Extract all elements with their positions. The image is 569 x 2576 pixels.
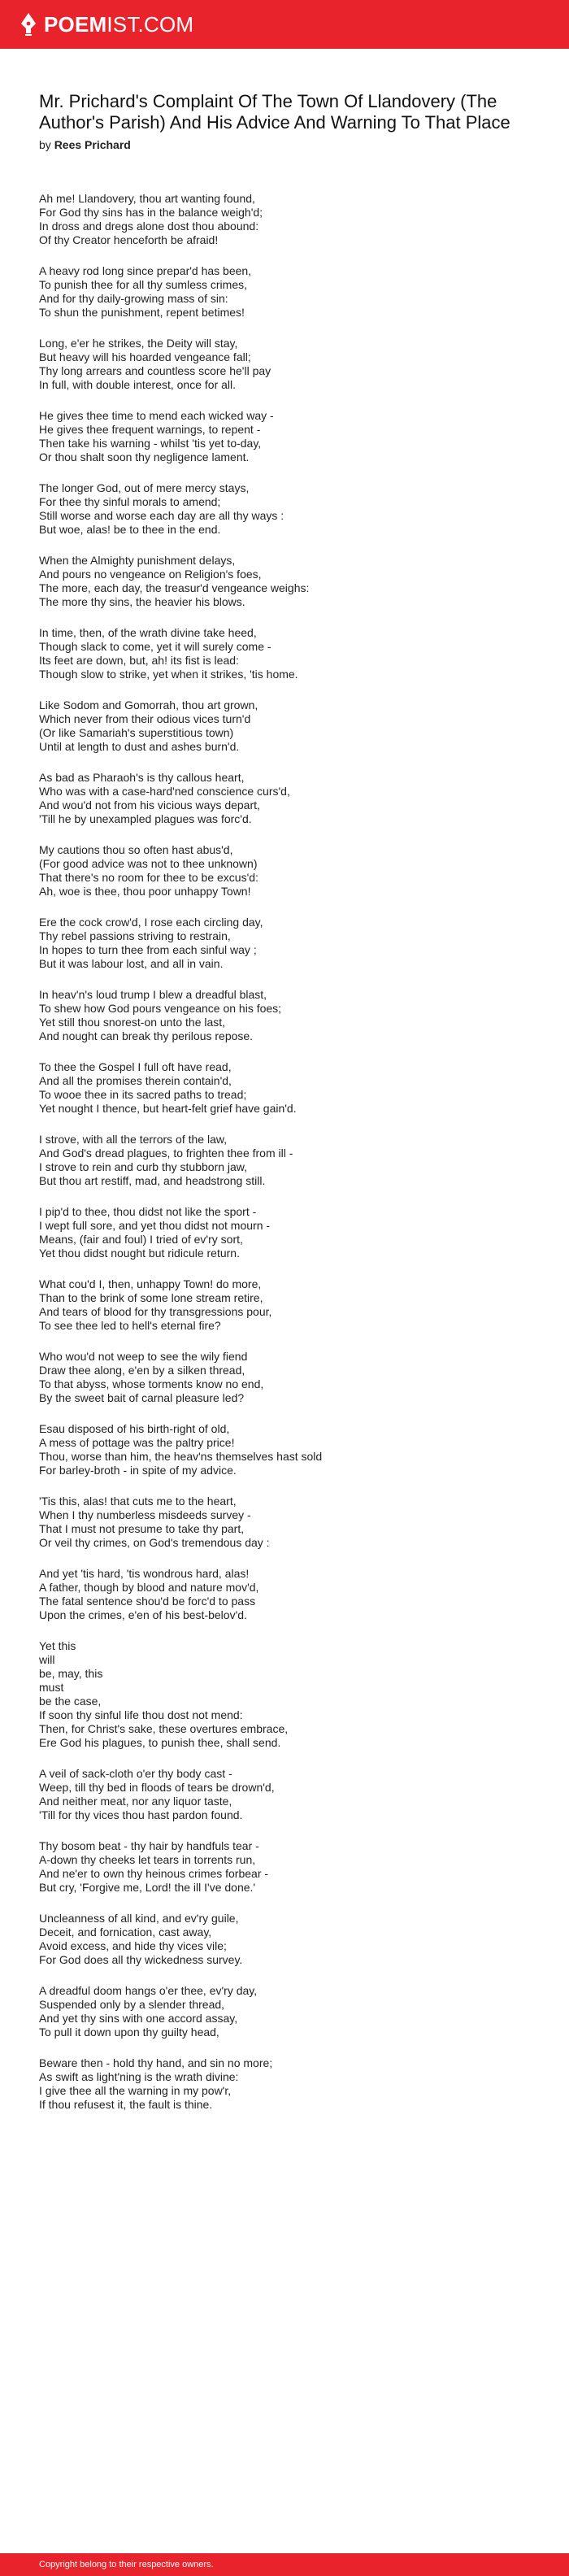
poem-line: Ere God his plagues, to punish thee, shall send. (39, 1736, 281, 1749)
poem-line: But heavy will his hoarded vengeance fall; (39, 350, 251, 363)
poem-line: Draw thee along, e'en by a silken thread, (39, 1364, 245, 1377)
poem-body (39, 192, 530, 2540)
poem-line: I give thee all the warning in my pow'r, (39, 2084, 232, 2097)
stanza (39, 1133, 530, 1188)
poem-line: A father, though by blood and nature mov'd, (39, 1581, 259, 1594)
poem-line: As swift as light'ning is the wrath divine: (39, 2070, 239, 2083)
poem-line: What cou'd I, then, unhappy Town! do more, (39, 1277, 262, 1290)
poem-line: If soon thy sinful life thou dost not mend: (39, 1708, 243, 1721)
stanza (39, 1060, 530, 1116)
poem-line: To see thee led to hell's eternal fire? (39, 1319, 221, 1332)
poem-line: To wooe thee in its sacred paths to tread; (39, 1088, 247, 1101)
stanza (39, 1984, 530, 2039)
poem-line: For barley-broth - in spite of my advice. (39, 1464, 237, 1477)
stanza (39, 264, 530, 320)
poem-line: But cry, 'Forgive me, Lord! the ill I've done.' (39, 1881, 256, 1894)
stanza (39, 1839, 530, 1895)
poem-line: But thou art restiff, mad, and headstrong still. (39, 1174, 266, 1187)
poem-line: In heav'n's loud trump I blew a dreadful blast, (39, 988, 267, 1001)
poem-line: be the case, (39, 1695, 102, 1708)
author-link[interactable]: Rees Prichard (54, 138, 131, 151)
poem-line: I strove, with all the terrors of the law, (39, 1133, 228, 1146)
poem-line: A heavy rod long since prepar'd has been, (39, 264, 252, 277)
poem-line: And yet 'tis hard, 'tis wondrous hard, alas! (39, 1567, 250, 1580)
stanza (39, 409, 530, 464)
stanza (39, 988, 530, 1043)
poem-line: The fatal sentence shou'd be forc'd to pass (39, 1595, 256, 1608)
poem-line: Avoid excess, and hide thy vices vile; (39, 1939, 227, 1952)
poem-line: Suspended only by a slender thread, (39, 1998, 225, 2011)
stanza (39, 1277, 530, 1333)
poem-line: Upon the crimes, e'en of his best-belov'd. (39, 1608, 247, 1621)
poem-line: Or veil thy crimes, on God's tremendous day : (39, 1536, 270, 1549)
stanza (39, 771, 530, 826)
poem-line: And pours no vengeance on Religion's foes, (39, 568, 262, 581)
poem-line: will (39, 1653, 55, 1666)
site-header (0, 0, 569, 49)
poem-line: Or thou shalt soon thy negligence lament. (39, 450, 250, 463)
logo-bold-text: POEM (44, 11, 107, 37)
poem-line: (For good advice was not to thee unknown) (39, 857, 258, 870)
poem-line: And neither meat, nor any liquor taste, (39, 1795, 232, 1808)
poem-line: As bad as Pharaoh's is thy callous heart, (39, 771, 245, 784)
byline (39, 138, 530, 151)
poem-container (0, 49, 569, 2540)
poem-line: To shun the punishment, repent betimes! (39, 306, 245, 319)
poem-line: 'Till he by unexampled plagues was forc'd. (39, 812, 252, 825)
poem-line: Esau disposed of his birth-right of old, (39, 1422, 230, 1435)
poem-line: Thy rebel passions striving to restrain, (39, 929, 231, 942)
poem-line: Uncleanness of all kind, and ev'ry guile, (39, 1912, 239, 1925)
poem-line: A-down thy cheeks let tears in torrents run, (39, 1853, 256, 1866)
poem-line: Yet still thou snorest-on unto the last, (39, 1016, 226, 1029)
poem-line: be, may, this (39, 1667, 103, 1680)
stanza (39, 626, 530, 681)
poem-line: In hopes to turn thee from each sinful way ; (39, 943, 257, 956)
poem-line: That there's no room for thee to be excus'd: (39, 871, 258, 884)
poem-line: To that abyss, whose torments know no end, (39, 1377, 264, 1390)
poem-line: Than to the brink of some lone stream retire, (39, 1291, 263, 1304)
poem-line: And tears of blood for thy transgressions pour, (39, 1305, 272, 1318)
poem-line: That I must not presume to take thy part, (39, 1522, 245, 1535)
poem-line: And God's dread plagues, to frighten thee from ill - (39, 1147, 293, 1160)
poem-line: Who was with a case-hard'ned conscience curs'd, (39, 785, 290, 798)
poem-line: For God does all thy wickedness survey. (39, 1953, 243, 1966)
stanza (39, 1567, 530, 1622)
poem-line: 'Tis this, alas! that cuts me to the heart, (39, 1495, 237, 1508)
poem-title: Mr. Prichard's Complaint Of The Town Of Llandovery (The Author's Parish) And His Advice And Warning To That Place (39, 91, 510, 133)
poem-line: He gives thee time to mend each wicked way - (39, 409, 274, 422)
poem-line: I wept full sore, and yet thou didst not mourn - (39, 1219, 271, 1232)
poem-line: In time, then, of the wrath divine take heed, (39, 626, 257, 639)
copyright-text: Copyright belong to their respective owners. (39, 2560, 214, 2569)
poem-line: Thou, worse than him, the heav'ns themselves hast sold (39, 1450, 323, 1463)
poem-line: Means, (fair and foul) I tried of ev'ry sort, (39, 1233, 243, 1246)
stanza (39, 916, 530, 971)
poem-line: The more thy sins, the heavier his blows. (39, 595, 245, 608)
poem-line: Ah me! Llandovery, thou art wanting found, (39, 192, 255, 205)
stanza (39, 1639, 530, 1750)
stanza (39, 1422, 530, 1477)
poem-line: In full, with double interest, once for all. (39, 378, 237, 391)
poem-line: Still worse and worse each day are all thy ways : (39, 509, 284, 522)
by-label: by (39, 138, 51, 151)
poem-line: And yet thy sins with one accord assay, (39, 2012, 238, 2025)
poem-line: And ne'er to own thy heinous crimes forbear - (39, 1867, 269, 1880)
poem-line: Though slow to strike, yet when it strikes, 'tis home. (39, 668, 298, 681)
stanza (39, 554, 530, 609)
poem-line: Like Sodom and Gomorrah, thou art grown, (39, 698, 258, 711)
stanza (39, 481, 530, 537)
stanza (39, 1350, 530, 1405)
poem-line: When I thy numberless misdeeds survey - (39, 1508, 251, 1521)
poem-line: Yet thou didst nought but ridicule return. (39, 1247, 240, 1260)
poem-line: Deceit, and fornication, cast away, (39, 1925, 212, 1939)
stanza (39, 337, 530, 392)
poem-line: Of thy Creator henceforth be afraid! (39, 233, 219, 246)
poem-line: Ah, woe is thee, thou poor unhappy Town! (39, 885, 251, 898)
stanza (39, 192, 530, 247)
poem-line: To shew how God pours vengeance on his foes; (39, 1002, 282, 1015)
poem-line: To pull it down upon thy guilty head, (39, 2026, 219, 2039)
poem-line: In dross and dregs alone dost thou abound: (39, 220, 259, 233)
poem-line: If thou refusest it, the fault is thine. (39, 2098, 213, 2111)
stanza (39, 1495, 530, 1550)
poem-line: Then take his warning - whilst 'tis yet to-day, (39, 437, 262, 450)
poem-line: But woe, alas! be to thee in the end. (39, 523, 221, 536)
poem-line: Beware then - hold thy hand, and sin no more; (39, 2056, 273, 2069)
poem-line: For God thy sins has in the balance weigh'd; (39, 206, 263, 219)
poem-line: Yet nought I thence, but heart-felt grief have gain'd. (39, 1102, 297, 1115)
poem-line: To thee the Gospel I full oft have read, (39, 1060, 232, 1073)
poem-line: I strove to rein and curb thy stubborn jaw, (39, 1160, 248, 1173)
poem-line: I pip'd to thee, thou didst not like the sport - (39, 1205, 257, 1218)
site-logo[interactable] (44, 12, 193, 37)
poem-line: A mess of pottage was the paltry price! (39, 1436, 235, 1449)
poem-line: Until at length to dust and ashes burn'd. (39, 740, 240, 753)
poem-line: He gives thee frequent warnings, to repent - (39, 423, 261, 436)
poem-line: Weep, till thy bed in floods of tears be drown'd, (39, 1781, 275, 1794)
poem-line: And nought can break thy perilous repose. (39, 1029, 254, 1042)
logo-pen-nib-icon[interactable] (20, 12, 37, 37)
poem-line: must (39, 1681, 64, 1694)
poem-line: The longer God, out of mere mercy stays, (39, 481, 250, 494)
poem-line: By the sweet bait of carnal pleasure led? (39, 1391, 245, 1404)
poem-line: My cautions thou so often hast abus'd, (39, 843, 233, 856)
logo-light-text: IST.COM (106, 11, 194, 37)
stanza (39, 1205, 530, 1260)
stanza (39, 1767, 530, 1822)
stanza (39, 843, 530, 899)
poem-line: The more, each day, the treasur'd vengeance weighs: (39, 581, 310, 594)
poem-line: Thy bosom beat - thy hair by handfuls tear - (39, 1839, 259, 1852)
poem-line: Then, for Christ's sake, these overtures embrace, (39, 1722, 289, 1735)
poem-line: Yet this (39, 1639, 76, 1652)
poem-line: Long, e'er he strikes, the Deity will stay, (39, 337, 238, 350)
poem-line: A dreadful doom hangs o'er thee, ev'ry day, (39, 1984, 258, 1997)
poem-line: To punish thee for all thy sumless crimes, (39, 278, 247, 291)
stanza (39, 2056, 530, 2112)
poem-line: And for thy daily-growing mass of sin: (39, 292, 228, 305)
site-footer (0, 2553, 569, 2576)
poem-line: A veil of sack-cloth o'er thy body cast - (39, 1767, 232, 1780)
poem-line: (Or like Samariah's superstitious town) (39, 726, 234, 739)
poem-line: Thy long arrears and countless score he'll pay (39, 364, 271, 377)
poem-line: And all the promises therein contain'd, (39, 1074, 232, 1087)
poem-line: But it was labour lost, and all in vain. (39, 957, 224, 970)
poem-line: 'Till for thy vices thou hast pardon found. (39, 1808, 243, 1821)
poem-line: Who wou'd not weep to see the wily fiend (39, 1350, 248, 1363)
poem-line: Which never from their odious vices turn'd (39, 712, 251, 725)
poem-line: For thee thy sinful morals to amend; (39, 495, 221, 508)
poem-line: Its feet are down, but, ah! its fist is lead: (39, 654, 239, 667)
poem-line: Though slack to come, yet it will surely come - (39, 640, 271, 653)
poem-line: When the Almighty punishment delays, (39, 554, 236, 567)
stanza (39, 1912, 530, 1967)
poem-line: And wou'd not from his vicious ways depart, (39, 798, 260, 812)
stanza (39, 698, 530, 754)
poem-line: Ere the cock crow'd, I rose each circling day, (39, 916, 263, 929)
